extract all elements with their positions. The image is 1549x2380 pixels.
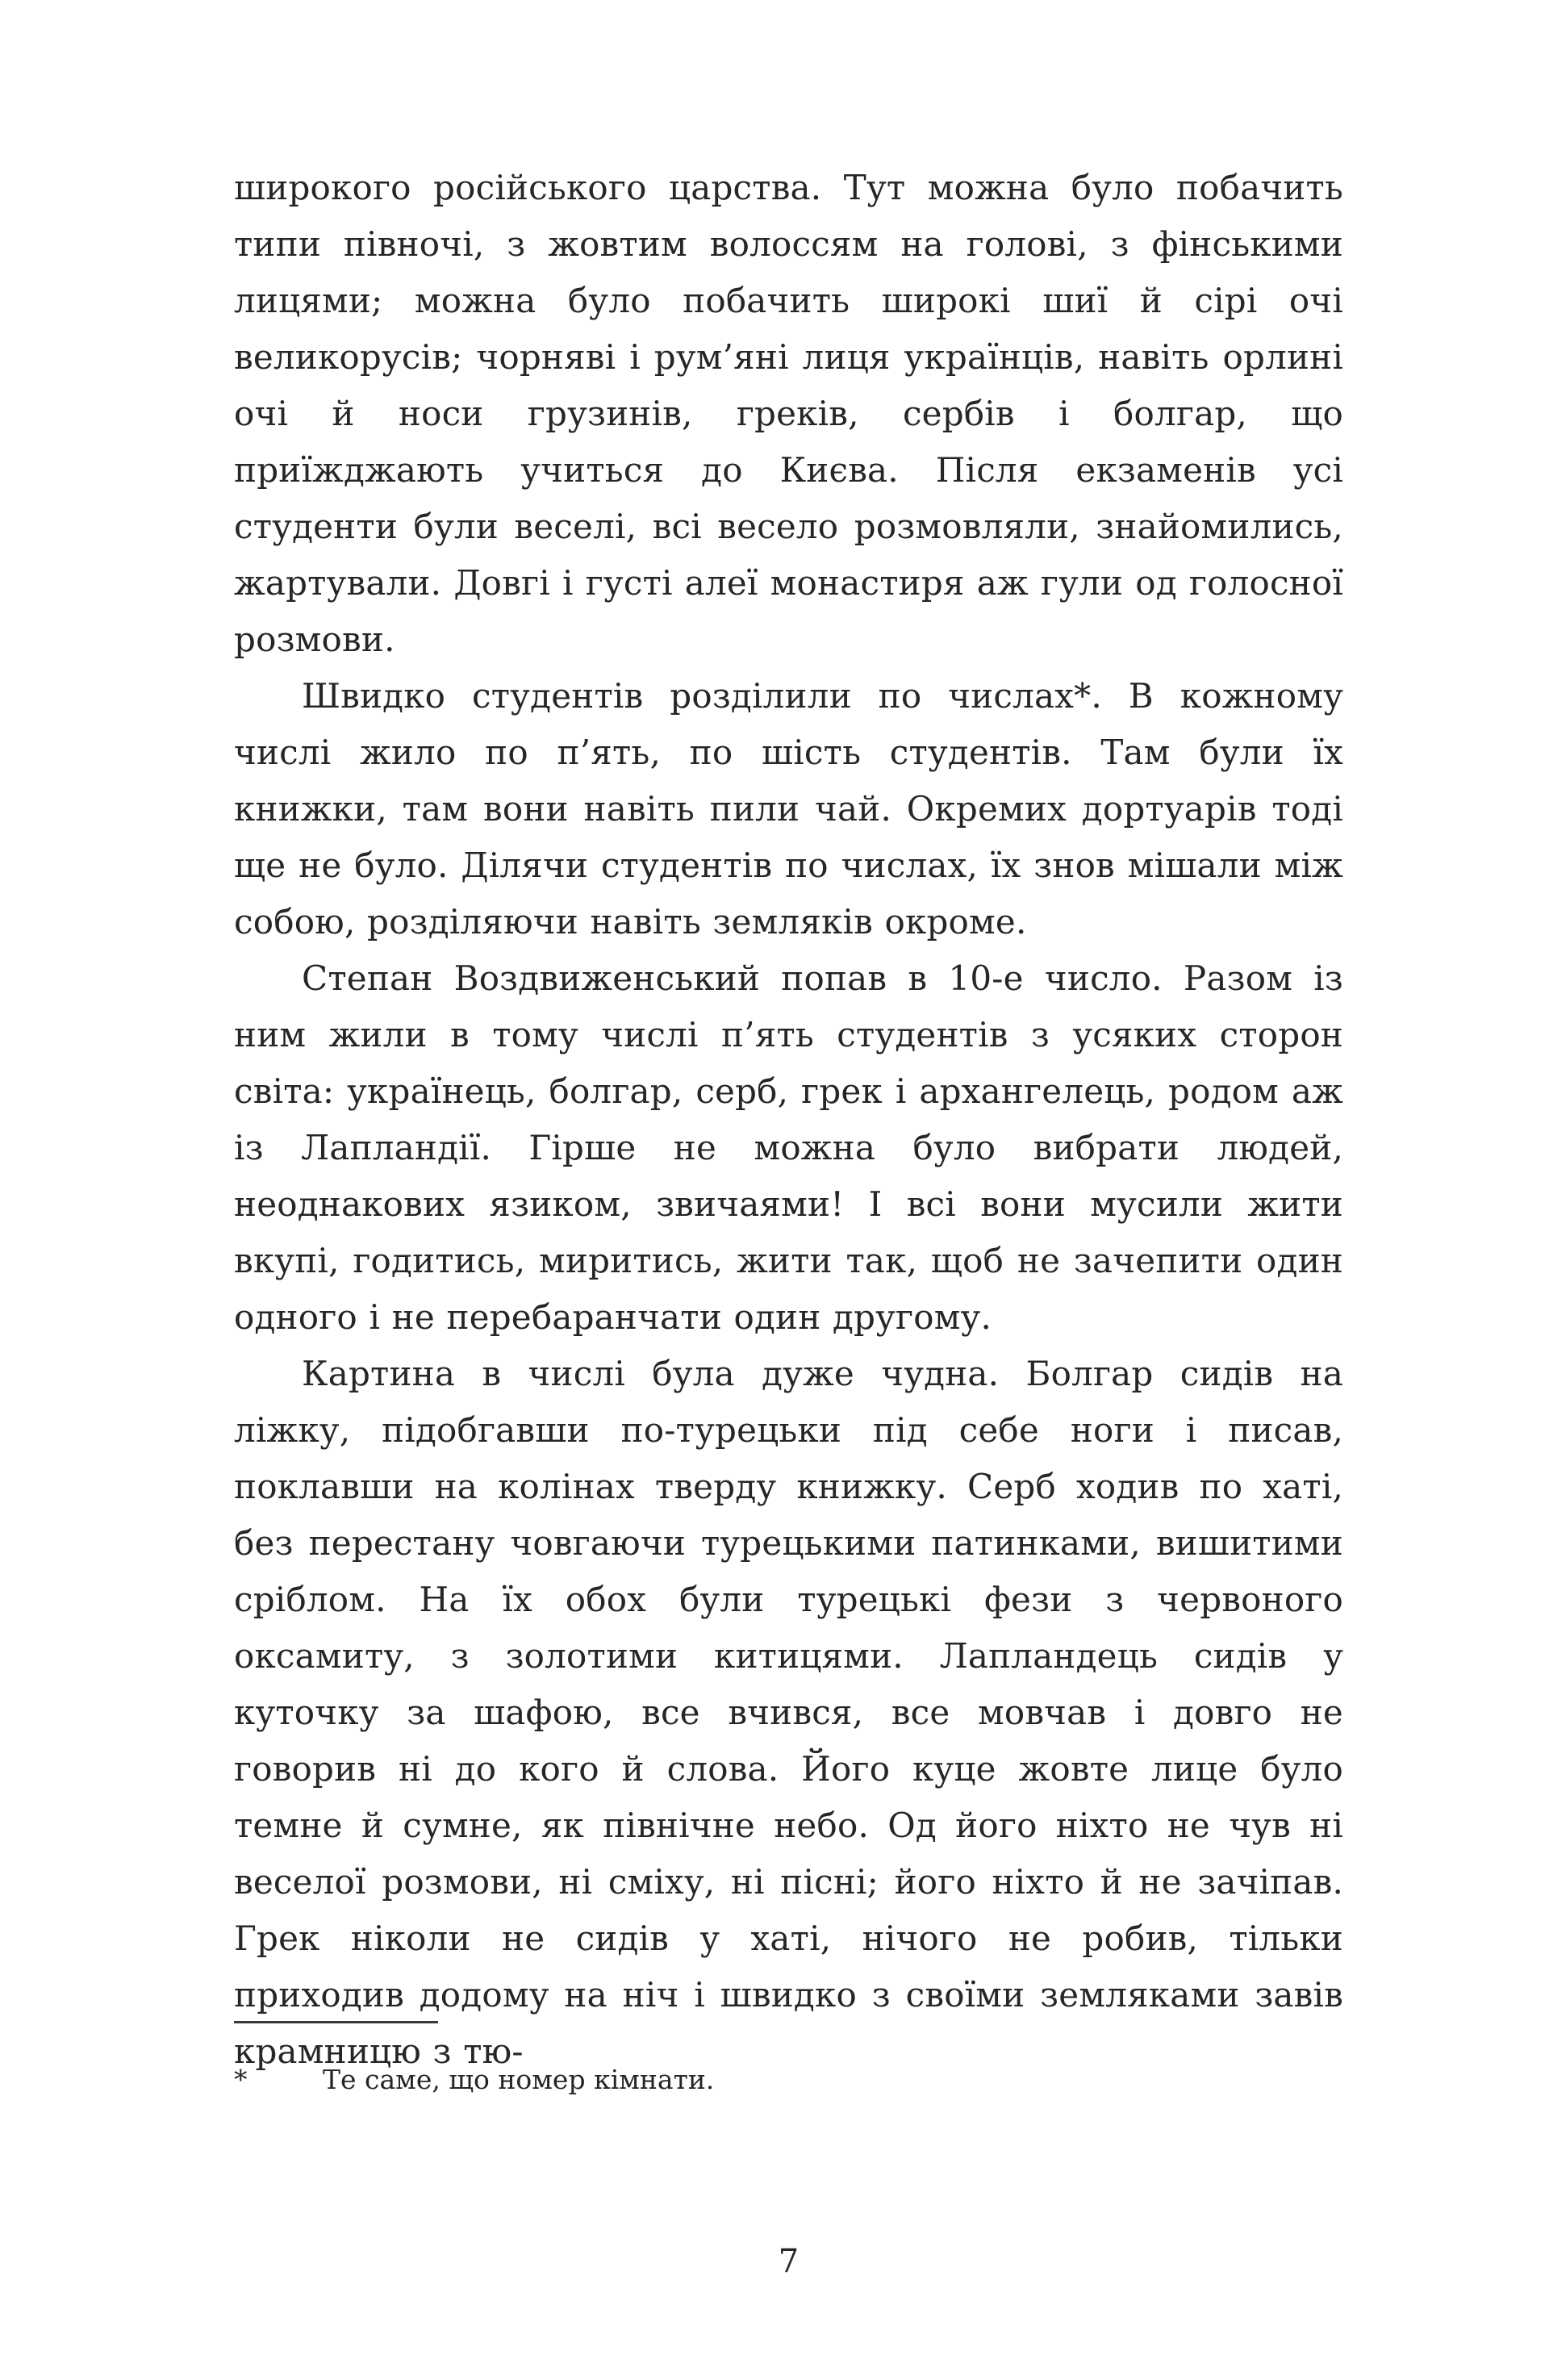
- paragraph: широкого російського царства. Тут можна було побачить типи півночі, з жовтим волоссям на голові, з фінськими лицями; можна було побачить широкі шиї й сірі очі великорусів; чорняві і рум’яні лиця українців, навіть орлині очі й носи грузинів, греків, сербів і болгар, що приїжджають учиться до Києва. Після екзаменів усі студенти були веселі, всі весело розмовляли, знайомились, жартували. Довгі і густі алеї монастиря аж гули од голосної розмови.: [234, 168, 1343, 659]
- text-block: [234, 160, 1343, 2080]
- footnote-marker: *: [234, 2064, 248, 2095]
- footnote-area: [234, 2021, 1343, 2098]
- paragraph: Картина в числі була дуже чудна. Болгар сидів на ліжку, підобгавши по-турецьки під себе ноги і писав, поклавши на колінах тверду книжку. Серб ходив по хаті, без перестану човгаючи турецькими патинками, вишитими сріблом. На їх обох були турецькі фези з червоного оксамиту, з золотими китицями. Лапландець сидів у куточку за шафою, все вчився, все мовчав і довго не говорив ні до кого й слова. Його куце жовте лице було темне й сумне, як північне небо. Од його ніхто не чув ні веселої розмови, ні сміху, ні пісні; його ніхто й не зачіпав. Грек ніколи не сидів у хаті, нічого не робив, тільки приходив додому на ніч і швидко з своїми земляками завів крамницю з тю-: [234, 1354, 1343, 2071]
- paragraph: Степан Воздвиженський попав в 10-е число. Разом із ним жили в тому числі п’ять студентів з усяких сторон світа: українець, болгар, серб, грек і архангелець, родом аж із Лапландії. Гірше не можна було вибрати людей, неоднакових язиком, звичаями! І всі вони мусили жити вкупі, годитись, миритись, жити так, щоб не зачепити один одного і не перебаранчати один другому.: [234, 958, 1343, 1337]
- paragraph: Швидко студентів розділили по числах*. В кожному числі жило по п’ять, по шість студентів. Там були їх книжки, там вони навіть пили чай. Окремих дортуарів тоді ще не було. Ділячи студентів по числах, їх знов мішали між собою, розділяючи навіть земляків окроме.: [234, 676, 1343, 942]
- footnote: [234, 2062, 1343, 2098]
- footnote-text: Те саме, що номер кімнати.: [323, 2064, 715, 2095]
- footnote-divider: [234, 2021, 438, 2023]
- page-number: 7: [778, 2243, 800, 2280]
